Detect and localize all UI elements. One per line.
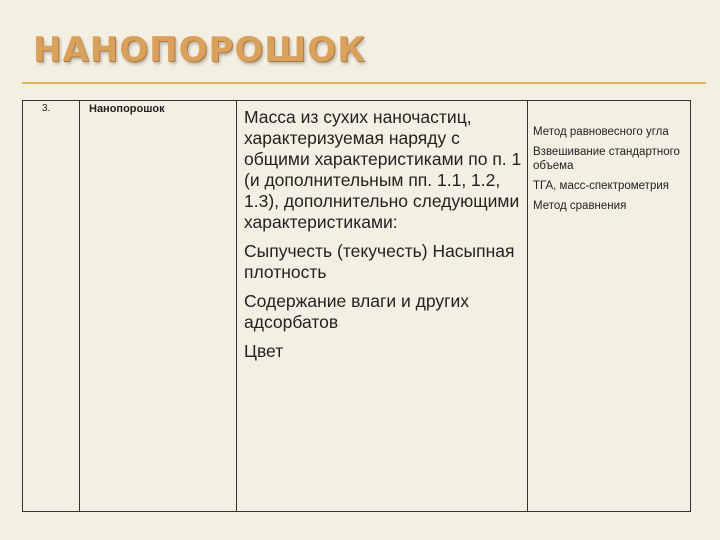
description-paragraph: Сыпучесть (текучесть) Насыпная плотность: [244, 241, 515, 282]
description-cell: [237, 101, 528, 512]
row-name-cell: [80, 101, 237, 512]
row-number: 3.: [42, 103, 51, 114]
table-row: [23, 101, 691, 512]
method-item: Метод равновесного угла: [533, 126, 669, 138]
row-number-cell: [23, 101, 80, 512]
description-paragraph: Масса из сухих наночастиц, характеризуемая наряду с общими характеристиками по п. 1 (и дополнительным пп. 1.1, 1.2, 1.3), дополнительно следующими характеристиками:: [244, 107, 522, 232]
method-item: Взвешивание стандартного объема: [533, 146, 680, 172]
slide-title: НАНОПОРОШОК: [33, 30, 367, 70]
description-paragraph: Цвет: [244, 341, 284, 361]
row-name: Нанопорошок: [89, 103, 165, 115]
description-paragraph: Содержание влаги и других адсорбатов: [244, 291, 470, 332]
methods-cell: [528, 101, 691, 512]
method-item: Метод сравнения: [533, 200, 627, 212]
title-underline: [22, 82, 706, 84]
method-item: ТГА, масс-спектрометрия: [533, 180, 670, 192]
characteristics-table: [22, 100, 691, 512]
